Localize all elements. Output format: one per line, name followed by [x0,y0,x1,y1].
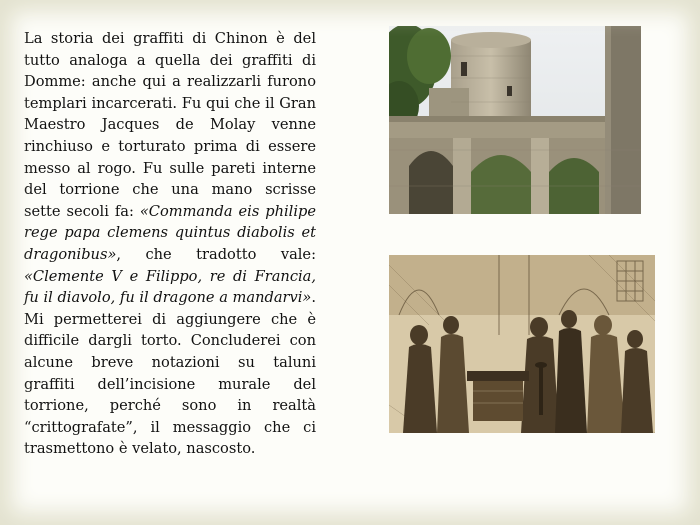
body-text [24,28,316,460]
chinon-castle-photo [389,26,641,214]
translation-quote: «Clemente V e Filippo, re di Francia, fu il diavolo, fu il dragone a mandarvi» [24,267,316,307]
engraving-illustration [389,255,655,433]
templar-engraving [389,255,655,433]
conclusion-text: . Mi permetterei di aggiungere che è difficile dargli torto. Concluderei con alcune breve notazioni su taluni graffiti dell’incisione murale del torrione, perché sono in realtà “crittografate”, il messaggio che ci trasmettono è velato, nascosto. [24,289,316,458]
intro-text: La storia dei graffiti di Chinon è del tutto analoga a quella dei graffiti di Domme: anche qui a realizzarli furono templari incarcerati. Fu qui che il Gran Maestro Jacques de Molay venne rinchiuso e torturato prima di essere messo al rogo. Fu sulle pareti interne del torrione che una mano scrisse sette secoli fa: [24,30,316,220]
latin-quote: «Commanda eis philipe rege papa clemens quintus diabolis et dragonibus» [24,202,316,263]
body-paragraph [24,28,316,460]
castle-illustration [389,26,641,214]
translation-lead: , che tradotto vale: [116,245,316,263]
